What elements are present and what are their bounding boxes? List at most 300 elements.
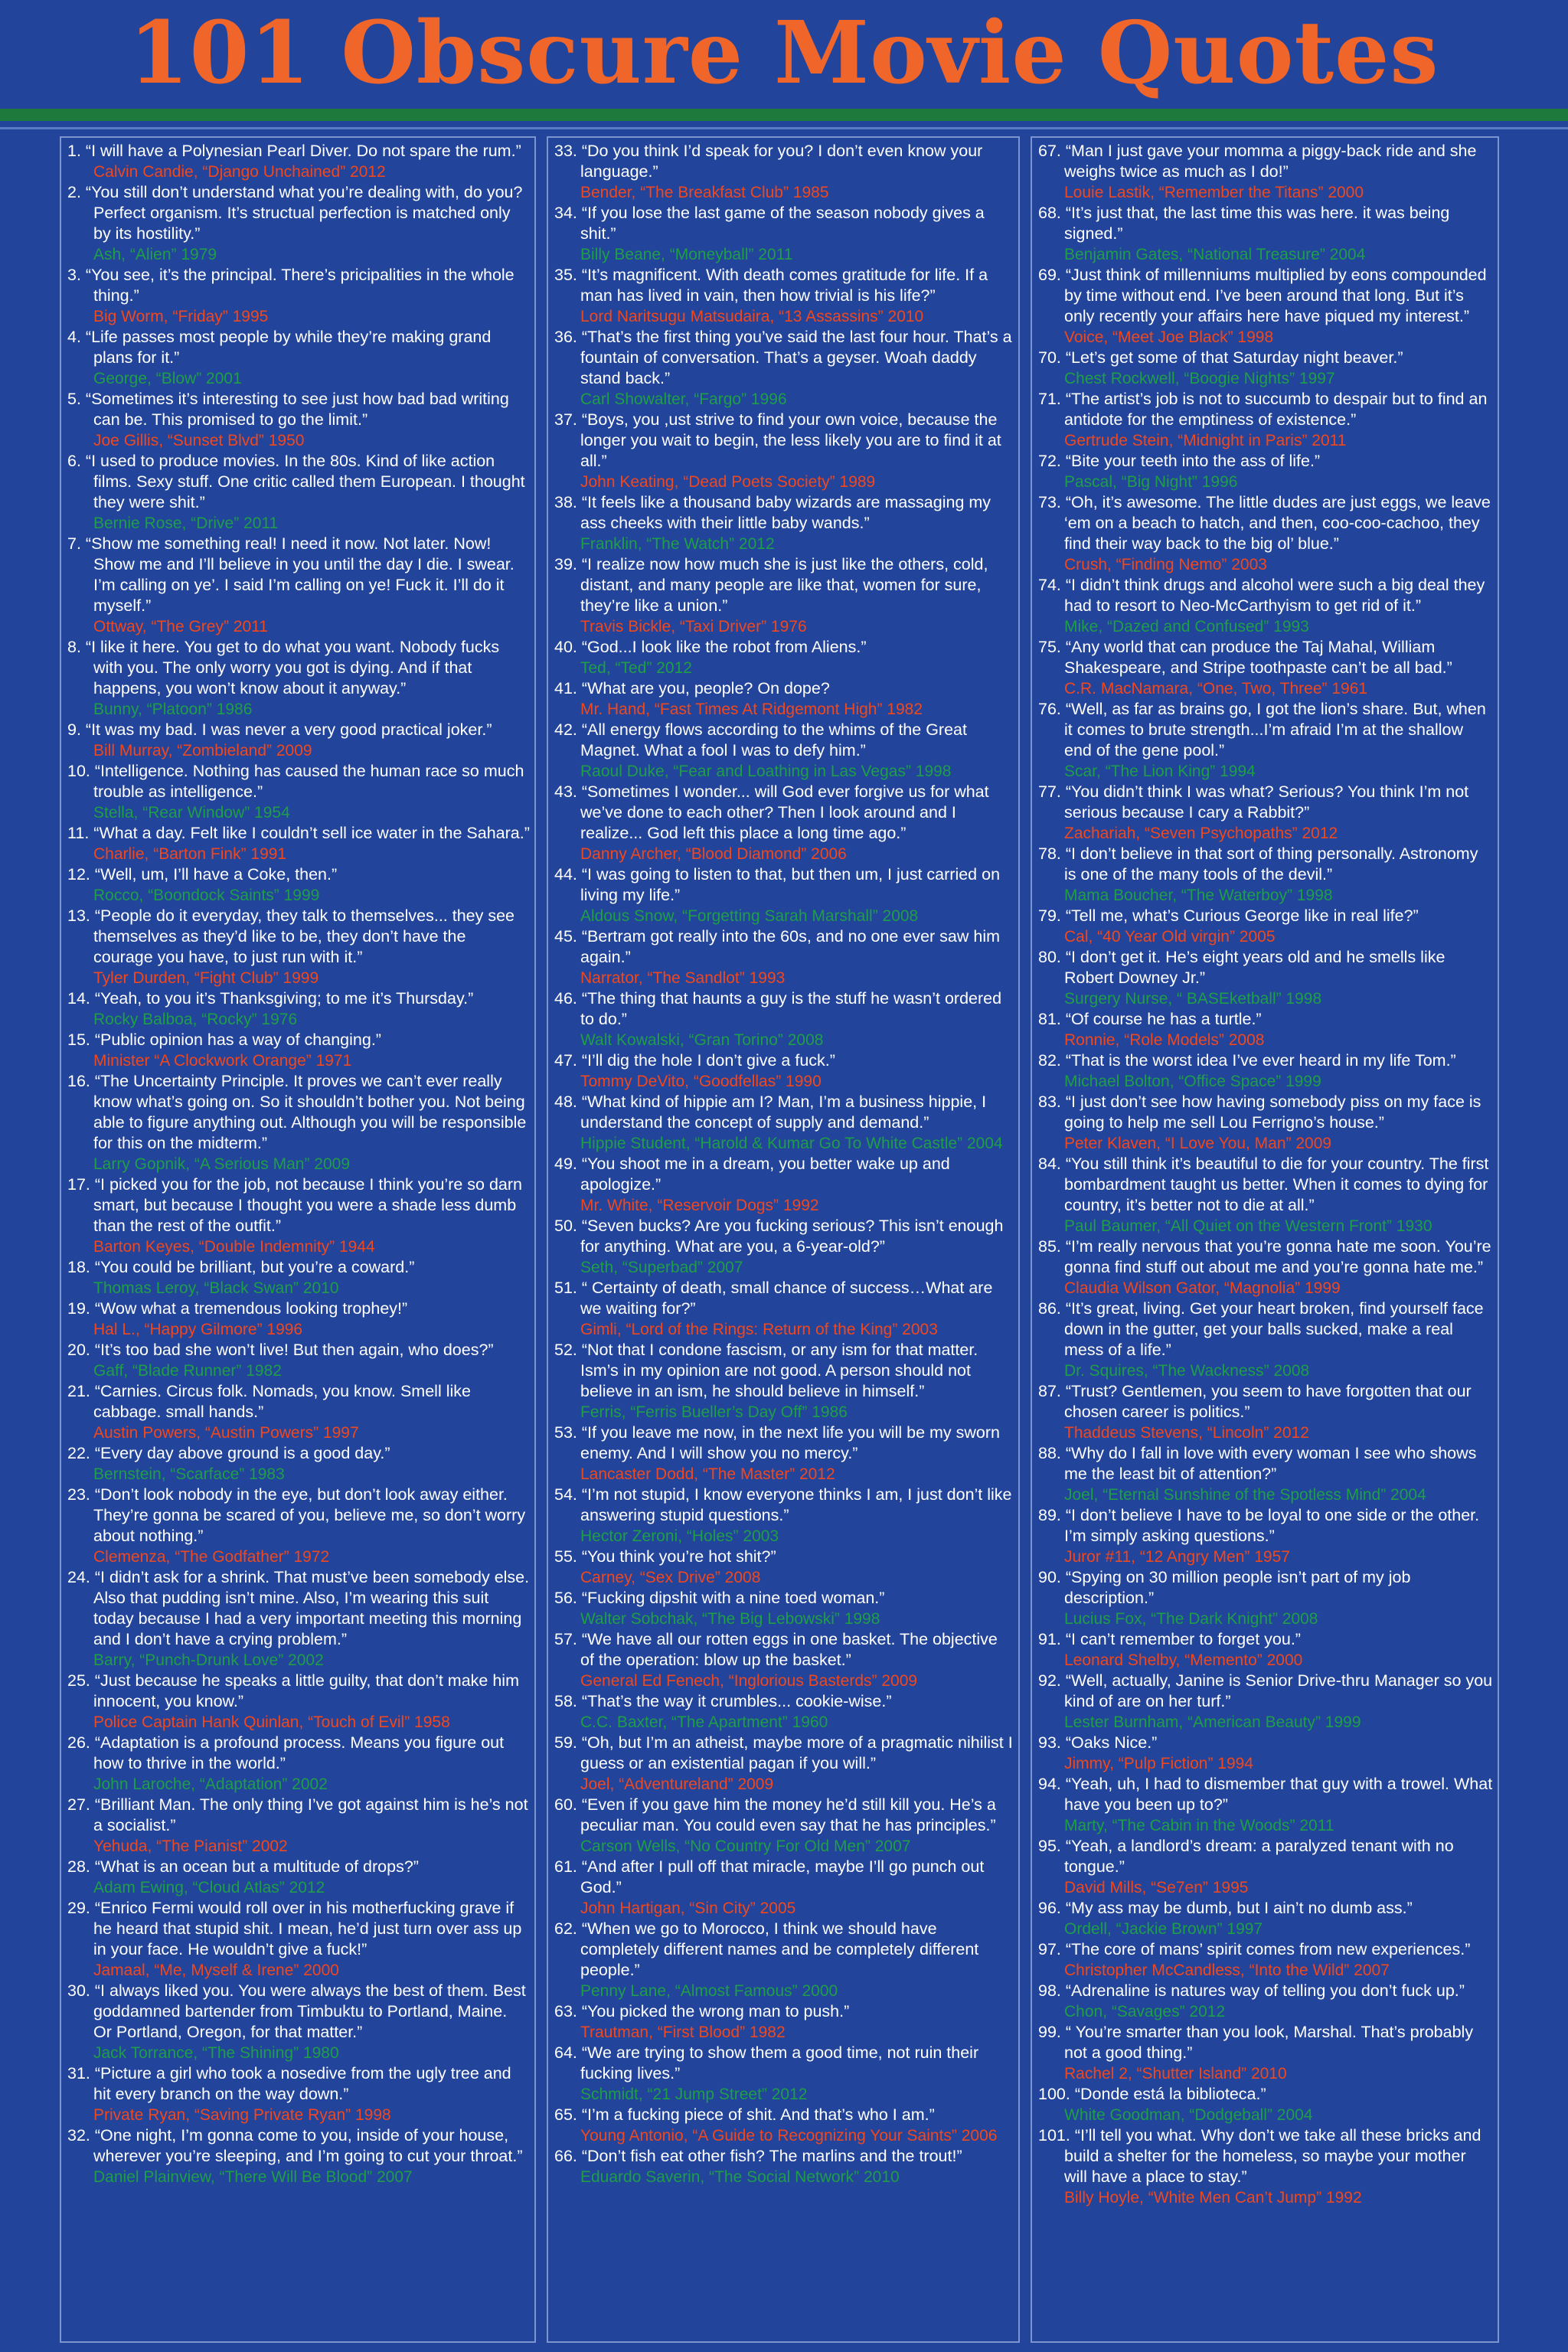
- quote-entry: [67, 1030, 530, 1071]
- quote-text: [554, 1588, 1014, 1609]
- quote-body: “Every day above ground is a good day.”: [94, 1444, 390, 1462]
- quote-number: 52.: [554, 1341, 577, 1359]
- quote-entry: [1038, 389, 1493, 451]
- quote-text: [554, 492, 1014, 534]
- quote-attribution: Bernie Rose, “Drive” 2011: [93, 514, 279, 532]
- quote-number: 72.: [1038, 452, 1061, 470]
- quote-entry: [554, 327, 1014, 410]
- quote-body: “That’s the way it crumbles... cookie-wise.”: [581, 1692, 892, 1710]
- quote-text: [67, 1340, 530, 1361]
- quote-body: “Of course he has a turtle.”: [1065, 1010, 1262, 1028]
- quote-column-1: [60, 136, 536, 2343]
- quote-attribution: Bunny, “Platoon” 1986: [93, 701, 253, 718]
- quote-number: 78.: [1038, 844, 1061, 863]
- quote-attribution: Carl Showalter, “Fargo” 1996: [580, 390, 787, 408]
- quote-number: 22.: [67, 1444, 90, 1462]
- quote-number: 87.: [1038, 1382, 1061, 1400]
- quote-attribution: Cal, “40 Year Old virgin” 2005: [1064, 928, 1276, 946]
- quote-number: 63.: [554, 2002, 577, 2020]
- quote-entry: [554, 2043, 1014, 2105]
- quote-entry: [67, 451, 530, 534]
- quote-text: [1038, 1154, 1493, 1216]
- quote-text: [554, 1278, 1014, 1319]
- quote-text: [554, 327, 1014, 389]
- quote-attribution: General Ed Fenech, “Inglorious Basterds” 2009: [580, 1672, 918, 1690]
- quote-text: [67, 1898, 530, 1960]
- quote-entry: [554, 492, 1014, 554]
- quote-text: [554, 1547, 1014, 1567]
- quote-attribution: Thaddeus Stevens, “Lincoln” 2012: [1064, 1424, 1309, 1442]
- quote-body: “Life passes most people by while they’re making grand plans for it.”: [85, 328, 492, 367]
- quote-entry: [1038, 203, 1493, 265]
- quote-number: 48.: [554, 1093, 577, 1111]
- quote-attribution: Austin Powers, “Austin Powers” 1997: [93, 1424, 359, 1442]
- quote-body: “Sometimes I wonder... will God ever forgive us for what we’ve done to each other? Then I look around and I realize... God left this place a long time ago.”: [580, 782, 989, 842]
- quote-number: 2.: [67, 183, 81, 201]
- quote-body: “I used to produce movies. In the 80s. Kind of like action films. Sexy stuff. One critic called them European. I thought they were shit.”: [85, 452, 525, 511]
- quote-number: 67.: [1038, 142, 1061, 160]
- quote-text: [554, 1092, 1014, 1133]
- quote-text: [554, 1216, 1014, 1257]
- quote-number: 44.: [554, 865, 577, 884]
- quote-text: [1038, 1092, 1493, 1133]
- quote-entry: [1038, 1939, 1493, 1981]
- quote-number: 43.: [554, 782, 577, 801]
- quote-text: [554, 1691, 1014, 1712]
- quote-text: [1038, 1009, 1493, 1030]
- quote-number: 97.: [1038, 1940, 1061, 1958]
- quote-body: “Adrenaline is natures way of telling you don’t fuck up.”: [1065, 1981, 1465, 2000]
- quote-text: [554, 1154, 1014, 1195]
- quote-number: 89.: [1038, 1506, 1061, 1524]
- quote-entry: [554, 1857, 1014, 1919]
- divider-line: [0, 127, 1568, 129]
- quote-entry: [67, 182, 530, 265]
- quote-text: [67, 2063, 530, 2105]
- quote-entry: [554, 782, 1014, 864]
- quote-number: 27.: [67, 1795, 90, 1814]
- quote-number: 54.: [554, 1485, 577, 1504]
- quote-entry: [67, 1485, 530, 1567]
- quote-attribution: Claudia Wilson Gator, “Magnolia” 1999: [1064, 1279, 1341, 1297]
- quote-body: “It was my bad. I was never a very good practical joker.”: [85, 720, 492, 739]
- quote-body: “God...I look like the robot from Aliens.”: [581, 638, 867, 656]
- quote-attribution: Peter Klaven, “I Love You, Man” 2009: [1064, 1135, 1332, 1152]
- quote-number: 64.: [554, 2043, 577, 2062]
- quote-body: “I don’t believe in that sort of thing personally. Astronomy is one of the many tools of the devil.”: [1064, 844, 1478, 884]
- quote-text: [1038, 906, 1493, 926]
- quote-attribution: Narrator, “The Sandlot” 1993: [580, 969, 786, 987]
- quote-entry: [1038, 2022, 1493, 2084]
- quote-entry: [554, 1216, 1014, 1278]
- quote-column-2: [547, 136, 1020, 2343]
- quote-attribution: Raoul Duke, “Fear and Loathing in Las Vegas” 1998: [580, 763, 952, 780]
- quote-body: “The thing that haunts a guy is the stuff he wasn’t ordered to do.”: [580, 989, 1002, 1028]
- quote-attribution: Benjamin Gates, “National Treasure” 2004: [1064, 246, 1366, 263]
- quote-number: 32.: [67, 2126, 90, 2145]
- quote-body: “My ass may be dumb, but I ain’t no dumb ass.”: [1065, 1899, 1413, 1917]
- quote-text: [1038, 1505, 1493, 1547]
- quote-text: [67, 1671, 530, 1712]
- quote-entry: [1038, 1092, 1493, 1154]
- quote-entry: [1038, 575, 1493, 637]
- quote-text: [67, 1857, 530, 1877]
- quote-body: “Even if you gave him the money he’d still kill you. He’s a peculiar man. You could even say that he has principles.”: [580, 1795, 996, 1834]
- quote-attribution: Gaff, “Blade Runner” 1982: [93, 1362, 282, 1380]
- quote-text: [554, 1919, 1014, 1981]
- quote-body: “It’s too bad she won’t live! But then again, who does?”: [94, 1341, 494, 1359]
- quote-entry: [67, 2125, 530, 2187]
- quote-body: “That’s the first thing you’ve said the last four hour. That’s a fountain of conversation. That’s a geyser. Woah daddy stand back.”: [580, 328, 1012, 387]
- quote-attribution: Danny Archer, “Blood Diamond” 2006: [580, 845, 847, 863]
- quote-entry: [554, 720, 1014, 782]
- quote-attribution: Joel, “Adventureland” 2009: [580, 1775, 774, 1793]
- quote-number: 5.: [67, 390, 81, 408]
- quote-body: “Do you think I’d speak for you? I don’t even know your language.”: [580, 142, 983, 181]
- quote-entry: [67, 988, 530, 1030]
- quote-text: [67, 451, 530, 513]
- quote-entry: [67, 1340, 530, 1381]
- quote-number: 24.: [67, 1568, 90, 1586]
- quote-entry: [67, 265, 530, 327]
- green-divider-band: [0, 109, 1568, 121]
- quote-body: “ Certainty of death, small chance of success…What are we waiting for?”: [580, 1279, 993, 1318]
- quote-attribution: Bernstein, “Scarface” 1983: [93, 1465, 285, 1483]
- quote-body: “Fucking dipshit with a nine toed woman.”: [581, 1589, 885, 1607]
- quote-body: “I don’t believe I have to be loyal to one side or the other. I’m simply asking questions.”: [1064, 1506, 1480, 1545]
- quote-body: “Just because he speaks a little guilty, that don’t make him innocent, you know.”: [93, 1671, 519, 1710]
- quote-number: 98.: [1038, 1981, 1061, 2000]
- quote-body: “ You’re smarter than you look, Marshal. That’s probably not a good thing.”: [1064, 2023, 1474, 2062]
- quote-body: “You could be brilliant, but you’re a coward.”: [94, 1258, 415, 1276]
- quote-body: “Oh, but I’m an atheist, maybe more of a pragmatic nihilist I guess or an existential pagan if you will.”: [580, 1733, 1013, 1772]
- quote-text: [67, 720, 530, 740]
- quote-body: “All energy flows according to the whims of the Great Magnet. What a fool I was to defy him.”: [580, 720, 967, 760]
- quote-text: [1038, 1050, 1493, 1071]
- quote-entry: [67, 1174, 530, 1257]
- quote-body: “The core of mans’ spirit comes from new experiences.”: [1065, 1940, 1471, 1958]
- quote-attribution: Ferris, “Ferris Bueller’s Day Off” 1986: [580, 1403, 848, 1421]
- quote-attribution: Rocco, “Boondock Saints” 1999: [93, 887, 320, 904]
- quote-body: “I can’t remember to forget you.”: [1065, 1630, 1301, 1648]
- quote-number: 8.: [67, 638, 81, 656]
- quote-entry: [67, 720, 530, 761]
- quote-entry: [67, 1795, 530, 1857]
- quote-entry: [554, 1919, 1014, 2001]
- quote-entry: [67, 1298, 530, 1340]
- quote-text: [554, 1733, 1014, 1774]
- quote-number: 13.: [67, 906, 90, 925]
- quote-text: [67, 1443, 530, 1464]
- quote-entry: [554, 1629, 1014, 1691]
- quote-entry: [67, 141, 530, 182]
- quote-body: “You still don’t understand what you’re dealing with, do you? Perfect organism. It’s structual perfection is matched only by its hostility.”: [85, 183, 523, 243]
- quote-body: “I just don’t see how having somebody piss on my face is going to help me sell Lou Ferrigno’s house.”: [1064, 1093, 1481, 1132]
- quote-body: “Why do I fall in love with every woman I see who shows me the least bit of attention?”: [1064, 1444, 1477, 1483]
- quote-number: 92.: [1038, 1671, 1061, 1690]
- quote-entry: [67, 1071, 530, 1174]
- quote-number: 68.: [1038, 204, 1061, 222]
- quote-body: “I’m really nervous that you’re gonna hate me soon. You’re gonna find stuff out about me and you’re gonna hate me.”: [1064, 1237, 1491, 1276]
- quote-body: “You didn’t think I was what? Serious? You think I’m not serious because I cary a Rabbit?”: [1064, 782, 1469, 822]
- quote-attribution: Barton Keyes, “Double Indemnity” 1944: [93, 1238, 375, 1256]
- quote-number: 38.: [554, 493, 577, 511]
- quote-entry: [1038, 492, 1493, 575]
- quote-entry: [1038, 1733, 1493, 1774]
- quote-body: “Just think of millenniums multiplied by eons compounded by time without end. I’ve been around that long. But it’s only recently your affairs here have piqued my interest.”: [1064, 266, 1487, 325]
- quote-number: 11.: [67, 824, 90, 842]
- quote-attribution: Big Worm, “Friday” 1995: [93, 308, 269, 325]
- quote-text: [1038, 637, 1493, 678]
- quote-entry: [67, 1733, 530, 1795]
- quote-attribution: Schmidt, “21 Jump Street” 2012: [580, 2086, 808, 2103]
- quote-body: “Enrico Fermi would roll over in his motherfucking grave if he heard that stupid shit. I mean, he’d just turn over ass up in your face. He wouldn’t give a fuck!”: [93, 1899, 522, 1958]
- quote-body: “Oaks Nice.”: [1065, 1733, 1158, 1752]
- quote-attribution: Bill Murray, “Zombieland” 2009: [93, 742, 312, 760]
- quote-entry: [554, 1154, 1014, 1216]
- quote-body: “I was going to listen to that, but then um, I just carried on living my life.”: [580, 865, 1001, 904]
- quote-attribution: Voice, “Meet Joe Black” 1998: [1064, 328, 1274, 346]
- quote-body: “Public opinion has a way of changing.”: [94, 1031, 381, 1049]
- quote-text: [1038, 141, 1493, 182]
- quote-body: “Boys, you ,ust strive to find your own voice, because the longer you wait to begin, the less likely you are to find it at all.”: [580, 410, 1001, 470]
- quote-attribution: Seth, “Superbad” 2007: [580, 1259, 743, 1276]
- quote-text: [554, 1629, 1014, 1671]
- quote-number: 84.: [1038, 1155, 1061, 1173]
- quote-number: 65.: [554, 2105, 577, 2124]
- quote-entry: [554, 678, 1014, 720]
- quote-attribution: David Mills, “Se7en” 1995: [1064, 1879, 1249, 1896]
- quote-attribution: Daniel Plainview, “There Will Be Blood” 2007: [93, 2168, 413, 2186]
- quote-text: [554, 1050, 1014, 1071]
- quote-entry: [67, 1857, 530, 1898]
- quote-entry: [554, 410, 1014, 492]
- quote-body: “It’s great, living. Get your heart broken, find yourself face down in the gutter, get your balls sucked, make a real mess of a life.”: [1064, 1299, 1484, 1359]
- quote-attribution: Walter Sobchak, “The Big Lebowski” 1998: [580, 1610, 880, 1628]
- quote-attribution: Carney, “Sex Drive” 2008: [580, 1569, 761, 1586]
- quote-body: “Any world that can produce the Taj Mahal, William Shakespeare, and Stripe toothpaste can’t be all bad.”: [1064, 638, 1452, 677]
- quote-entry: [554, 141, 1014, 203]
- quote-text: [554, 2105, 1014, 2125]
- quote-number: 17.: [67, 1175, 90, 1194]
- quote-attribution: Hippie Student, “Harold & Kumar Go To White Castle” 2004: [580, 1135, 1003, 1152]
- quote-number: 61.: [554, 1857, 577, 1876]
- quote-entry: [554, 554, 1014, 637]
- quote-text: [67, 1381, 530, 1423]
- quote-entry: [1038, 637, 1493, 699]
- quote-text: [67, 534, 530, 616]
- quote-number: 76.: [1038, 700, 1061, 718]
- quote-entry: [67, 761, 530, 823]
- quote-text: [1038, 203, 1493, 244]
- quote-entry: [1038, 1671, 1493, 1733]
- quote-text: [67, 182, 530, 244]
- quote-attribution: Lancaster Dodd, “The Master” 2012: [580, 1465, 835, 1483]
- quote-number: 80.: [1038, 948, 1061, 966]
- quote-entry: [1038, 141, 1493, 203]
- quote-body: “Yeah, to you it’s Thanksgiving; to me it’s Thursday.”: [94, 989, 474, 1008]
- quote-text: [67, 1733, 530, 1774]
- quote-text: [554, 410, 1014, 472]
- quote-entry: [1038, 2125, 1493, 2208]
- quote-body: “I’m a fucking piece of shit. And that’s who I am.”: [581, 2105, 935, 2124]
- quote-text: [554, 678, 1014, 699]
- quote-body: “You still think it’s beautiful to die for your country. The first bombardment taught us better. When it comes to dying for country, it’s better not to die at all.”: [1064, 1155, 1489, 1214]
- quote-number: 86.: [1038, 1299, 1061, 1318]
- quote-number: 66.: [554, 2147, 577, 2165]
- quote-text: [554, 637, 1014, 658]
- quote-attribution: George, “Blow” 2001: [93, 370, 242, 387]
- quote-entry: [554, 2105, 1014, 2146]
- quote-entry: [554, 1050, 1014, 1092]
- quote-attribution: Chest Rockwell, “Boogie Nights” 1997: [1064, 370, 1335, 387]
- quote-number: 71.: [1038, 390, 1061, 408]
- quote-entry: [554, 1588, 1014, 1629]
- quote-number: 29.: [67, 1899, 90, 1917]
- quote-entry: [554, 1691, 1014, 1733]
- quote-text: [1038, 1381, 1493, 1423]
- quote-number: 1.: [67, 142, 81, 160]
- quote-text: [554, 926, 1014, 968]
- quote-attribution: Young Antonio, “A Guide to Recognizing Your Saints” 2006: [580, 2127, 998, 2145]
- quote-number: 16.: [67, 1072, 90, 1090]
- quote-number: 81.: [1038, 1010, 1061, 1028]
- quote-body: “Bite your teeth into the ass of life.”: [1065, 452, 1321, 470]
- quote-text: [1038, 389, 1493, 430]
- quote-body: “You see, it’s the principal. There’s pricipalities in the whole thing.”: [85, 266, 514, 305]
- quote-entry: [1038, 1009, 1493, 1050]
- quote-attribution: Yehuda, “The Pianist” 2002: [93, 1838, 288, 1855]
- quote-number: 82.: [1038, 1051, 1061, 1070]
- quote-attribution: Ash, “Alien” 1979: [93, 246, 217, 263]
- quote-body: “Spying on 30 million people isn’t part of my job description.”: [1064, 1568, 1411, 1607]
- quote-body: “Yeah, uh, I had to dismember that guy with a trowel. What have you been up to?”: [1064, 1775, 1493, 1814]
- quote-entry: [554, 988, 1014, 1050]
- quote-entry: [1038, 947, 1493, 1009]
- quote-entry: [1038, 1836, 1493, 1898]
- quote-body: “I didn’t ask for a shrink. That must’ve been somebody else. Also that pudding isn’t mine. Also, I’m wearing this suit today because I had a very important meeting this morning and I don’t have a crying problem.”: [93, 1568, 530, 1648]
- quote-body: “If you lose the last game of the season nobody gives a shit.”: [580, 204, 985, 243]
- quote-number: 4.: [67, 328, 81, 346]
- quote-text: [1038, 265, 1493, 327]
- quote-body: “Don’t look nobody in the eye, but don’t look away either. They’re gonna be scared of you, believe me, so don’t worry about nothing.”: [93, 1485, 526, 1545]
- quote-entry: [1038, 782, 1493, 844]
- quote-text: [67, 1174, 530, 1236]
- quote-body: “You think you’re hot shit?”: [581, 1547, 776, 1566]
- quote-number: 35.: [554, 266, 577, 284]
- quote-attribution: Hal L., “Happy Gilmore” 1996: [93, 1321, 303, 1338]
- quote-text: [1038, 1939, 1493, 1960]
- quote-entry: [554, 265, 1014, 327]
- quote-number: 40.: [554, 638, 577, 656]
- quote-number: 93.: [1038, 1733, 1061, 1752]
- quote-number: 3.: [67, 266, 81, 284]
- quote-text: [67, 1485, 530, 1547]
- quote-body: “What is an ocean but a multitude of drops?”: [94, 1857, 419, 1876]
- quote-text: [67, 1030, 530, 1050]
- quote-number: 34.: [554, 204, 577, 222]
- quote-text: [1038, 1981, 1493, 2001]
- quote-entry: [1038, 265, 1493, 348]
- quote-text: [1038, 1236, 1493, 1278]
- quote-attribution: Lord Naritsugu Matsudaira, “13 Assassins” 2010: [580, 308, 924, 325]
- quote-attribution: John Keating, “Dead Poets Society” 1989: [580, 473, 876, 491]
- quote-number: 58.: [554, 1692, 577, 1710]
- quote-entry: [554, 1485, 1014, 1547]
- quote-number: 23.: [67, 1485, 90, 1504]
- quote-text: [1038, 2022, 1493, 2063]
- quote-entry: [1038, 451, 1493, 492]
- quote-number: 31.: [67, 2064, 90, 2082]
- quote-entry: [67, 1443, 530, 1485]
- quote-text: [67, 1981, 530, 2043]
- quote-text: [1038, 2125, 1493, 2187]
- quote-body: “Don’t fish eat other fish? The marlins and the trout!”: [581, 2147, 962, 2165]
- quote-attribution: Calvin Candie, “Django Unchained” 2012: [93, 163, 386, 181]
- quote-attribution: Eduardo Saverin, “The Social Network” 2010: [580, 2168, 900, 2186]
- quote-attribution: Rachel 2, “Shutter Island” 2010: [1064, 2065, 1287, 2082]
- quote-entry: [1038, 1629, 1493, 1671]
- quote-attribution: Franklin, “The Watch” 2012: [580, 535, 775, 553]
- quote-number: 20.: [67, 1341, 90, 1359]
- quote-entry: [1038, 1236, 1493, 1298]
- quote-entry: [1038, 699, 1493, 782]
- quote-body: “Intelligence. Nothing has caused the human race so much trouble as intelligence.”: [93, 762, 524, 801]
- quote-entry: [554, 1340, 1014, 1423]
- quote-text: [67, 2125, 530, 2167]
- quote-attribution: Ronnie, “Role Models” 2008: [1064, 1031, 1265, 1049]
- quote-attribution: Private Ryan, “Saving Private Ryan” 1998: [93, 2106, 391, 2124]
- quote-entry: [554, 1795, 1014, 1857]
- quote-attribution: Joel, “Eternal Sunshine of the Spotless Mind” 2004: [1064, 1486, 1426, 1504]
- quote-attribution: Scar, “The Lion King” 1994: [1064, 763, 1256, 780]
- quote-body: “It’s magnificent. With death comes gratitude for life. If a man has lived in vain, then how trivial is his life?”: [580, 266, 988, 305]
- quote-number: 15.: [67, 1031, 90, 1049]
- quote-body: “Not that I condone fascism, or any ism for that matter. Ism’s in my opinion are not good. A person should not believe in an ism, he should believe in himself.”: [580, 1341, 978, 1400]
- quote-number: 75.: [1038, 638, 1061, 656]
- quote-body: “Oh, it’s awesome. The little dudes are just eggs, we leave ‘em on a beach to hatch, and then, coo-coo-cachoo, they find their way back to the big ol’ blue.”: [1064, 493, 1491, 553]
- quote-number: 50.: [554, 1217, 577, 1235]
- quote-body: “Let’s get some of that Saturday night beaver.”: [1065, 348, 1403, 367]
- quote-body: “The artist’s job is not to succumb to despair but to find an antidote for the emptiness of existence.”: [1064, 390, 1488, 429]
- quote-attribution: Jamaal, “Me, Myself & Irene” 2000: [93, 1962, 339, 1979]
- quote-text: [554, 1340, 1014, 1402]
- quote-text: [1038, 348, 1493, 368]
- quote-entry: [1038, 1774, 1493, 1836]
- quote-body: “I realize now how much she is just like the others, cold, distant, and many people are like that, women for sure, they’re like a union.”: [580, 555, 988, 615]
- quote-number: 77.: [1038, 782, 1061, 801]
- quote-number: 85.: [1038, 1237, 1061, 1256]
- quote-text: [554, 2043, 1014, 2084]
- quote-body: “When we go to Morocco, I think we should have completely different names and be completely different people.”: [580, 1919, 979, 1979]
- quote-body: “Yeah, a landlord’s dream: a paralyzed tenant with no tongue.”: [1064, 1837, 1454, 1876]
- quote-attribution: Thomas Leroy, “Black Swan” 2010: [93, 1279, 339, 1297]
- quote-number: 36.: [554, 328, 577, 346]
- quote-entry: [67, 637, 530, 720]
- quote-text: [554, 1485, 1014, 1526]
- quote-number: 74.: [1038, 576, 1061, 594]
- quote-number: 45.: [554, 927, 577, 946]
- quote-body: “I will have a Polynesian Pearl Diver. Do not spare the rum.”: [85, 142, 521, 160]
- quote-attribution: Police Captain Hank Quinlan, “Touch of Evil” 1958: [93, 1713, 450, 1731]
- quote-text: [554, 1795, 1014, 1836]
- quote-entry: [1038, 1298, 1493, 1381]
- quote-text: [67, 761, 530, 802]
- quote-attribution: Lester Burnham, “American Beauty” 1999: [1064, 1713, 1361, 1731]
- quote-text: [67, 1257, 530, 1278]
- quote-entry: [1038, 1381, 1493, 1443]
- quote-number: 73.: [1038, 493, 1061, 511]
